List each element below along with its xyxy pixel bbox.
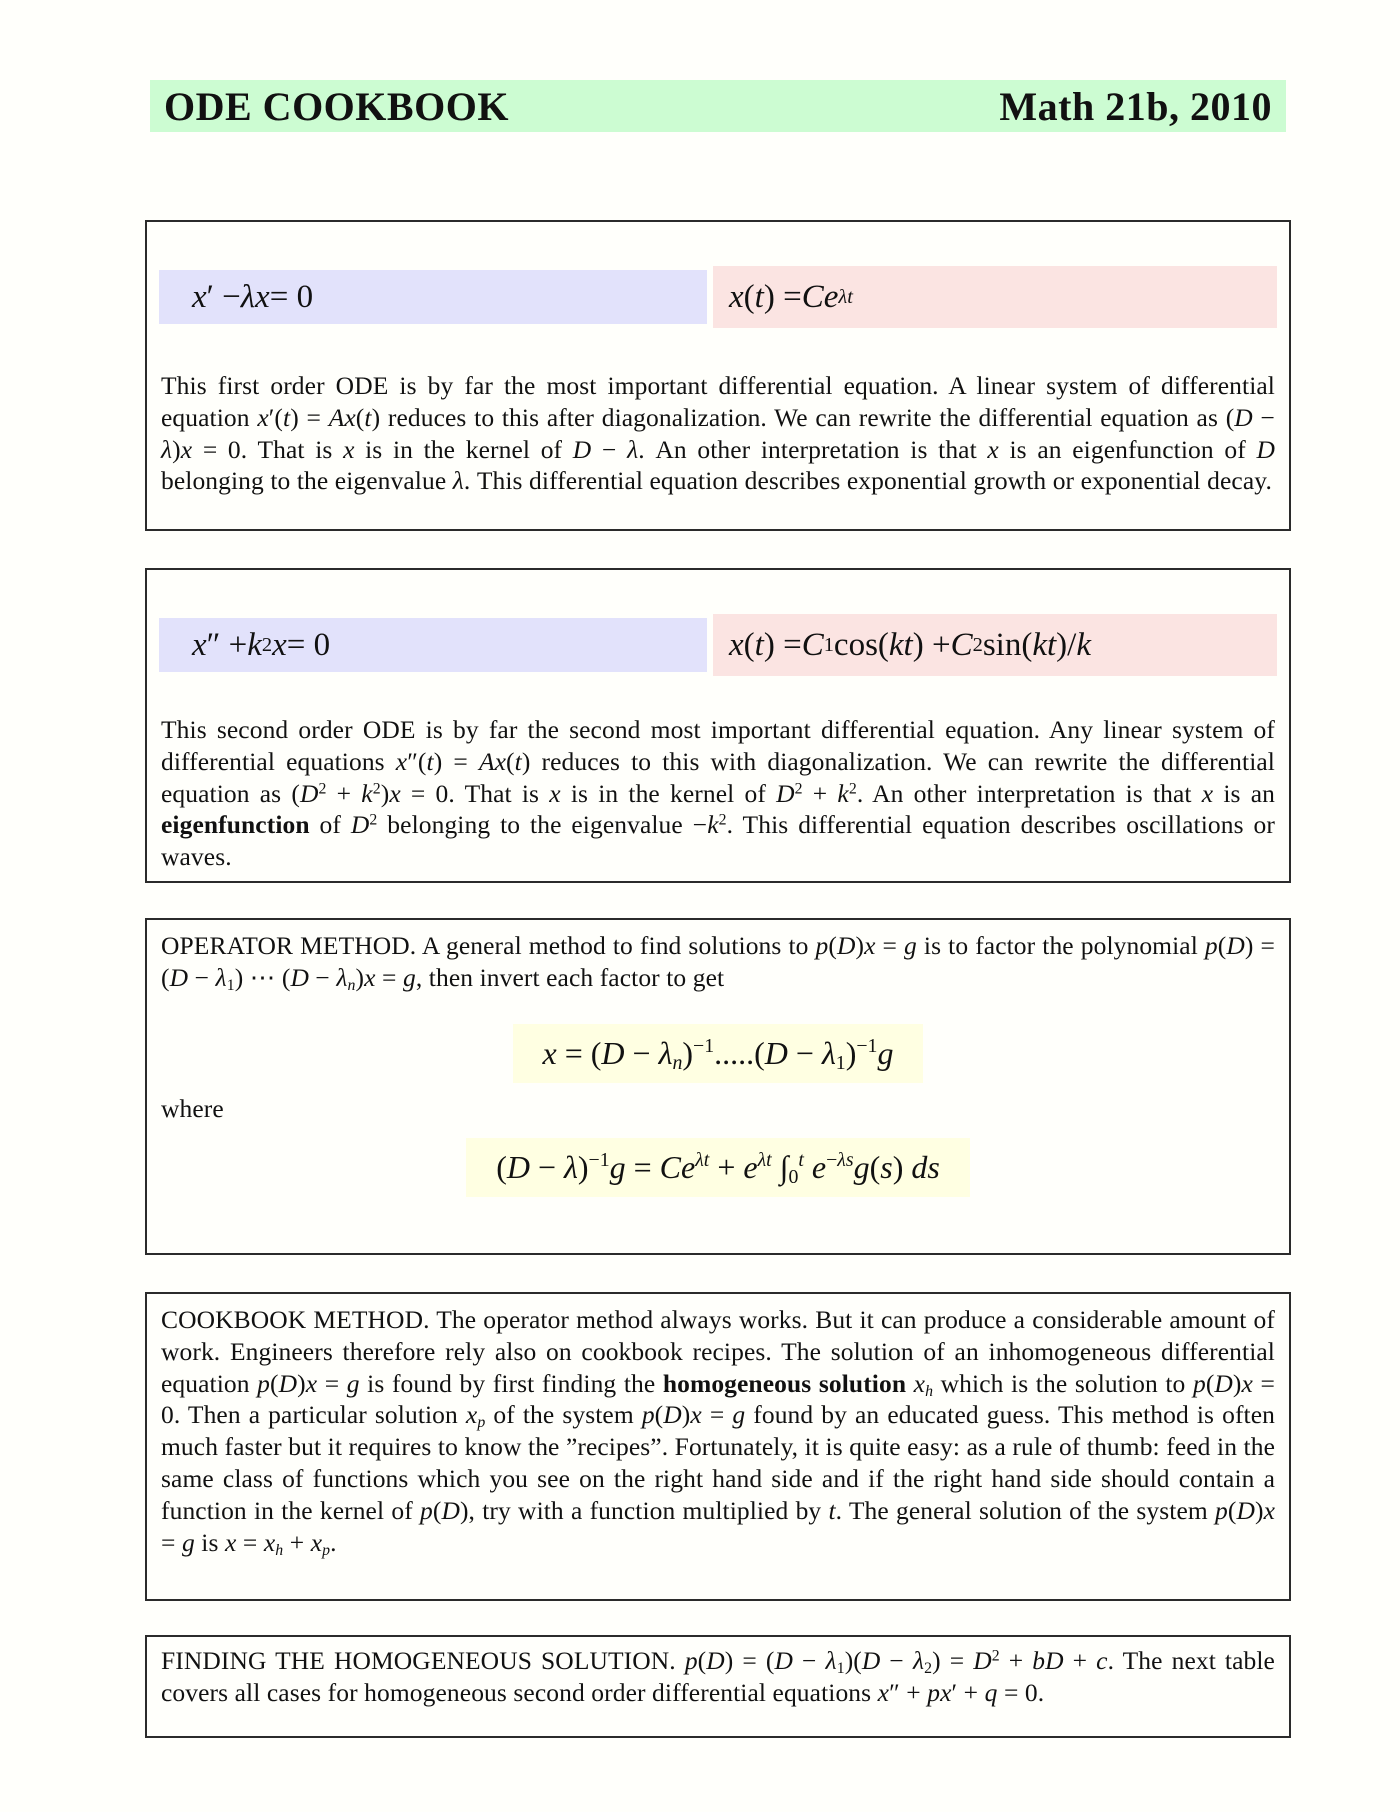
first-order-equation-row — [159, 266, 1277, 328]
second-order-ode-equation: x ″ + k 2 x = 0 — [159, 618, 707, 672]
course-label: Math 21b, 2010 — [999, 83, 1272, 129]
cookbook-method-explanation: COOKBOOK METHOD. The operator method always works. But it can produce a considerable amount of work. Engineers therefore rely also on cookbook recipes. The solution of an inhomogeneous differential equation p(D)x = g is found by first finding the homogeneous solution $x_h$ which is the solution to p(D)x = 0. Then a particular solution $x_p$ of the system p(D)x = g found by an educated guess. This method is often much faster but it requires to know the ”recipes”. Fortunately, it is quite easy: as a rule of thumb: feed in the same class of functions which you see on the right hand side and if the right hand side should contain a function in the kernel of p(D), try with a function multiplied by t. The general solution of the system p(D)x = g is $x = x_h + x_p$. — [161, 1305, 1276, 1559]
first-order-solution-equation: x ( t ) = Ce λt — [713, 266, 1277, 328]
second-order-explanation: This second order ODE is by far the second most important differential equation. Any linear system of differential equations x″(t) = Ax(t) reduces to this with diagonalization. We can rewrite the differential equation as $(D^2 + k^2)x = 0$. That is x is in the kernel of $D^2 + k^2$. An other interpretation is that x is an eigenfunction of $D^2$ belonging to the eigenvalue $-k^2$. This differential equation describes oscillations or waves. — [161, 715, 1275, 872]
section-cookbook-method — [145, 1292, 1291, 1601]
first-order-ode-equation: x ′ − λx = 0 — [159, 270, 707, 324]
section-finding-homogeneous-solution — [145, 1635, 1291, 1738]
page-title: ODE COOKBOOK — [164, 83, 509, 129]
header-bar — [150, 80, 1286, 132]
operator-method-intro: OPERATOR METHOD. A general method to find solutions to p(D)x = g is to factor the polynomial $p(D) = (D - \lambda_1)$ ⋯ $(D - \lambda_n)x = g$, then invert each factor to get — [161, 931, 1275, 994]
first-order-explanation: This first order ODE is by far the most important differential equation. A linear system of differential equation x′(t) = Ax(t) reduces to this after diagonalization. We can rewrite the differential equation as (D − λ)x = 0. That is x is in the kernel of D − λ. An other interpretation is that x is an eigenfunction of D belonging to the eigenvalue λ. This differential equation describes exponential growth or exponential decay. — [161, 371, 1275, 496]
second-order-solution-equation: x ( t ) = C 1 cos( kt ) + C 2 sin( kt )/ k — [713, 614, 1277, 676]
where-label: where — [161, 1093, 224, 1123]
second-order-equation-row — [159, 614, 1277, 676]
homogeneous-solution-explanation: FINDING THE HOMOGENEOUS SOLUTION. $p(D) = (D - \lambda_1)(D - \lambda_2) = D^2$ + bD + c. The next table covers all cases for homogeneous second order differential equations x″ + px′ + q = 0. — [161, 1646, 1275, 1707]
section-operator-method — [145, 918, 1291, 1255]
operator-method-formula-inversion: $x = (D - \lambda_n)^{-1}.....(D - \lambda_1)^{-1}g$ — [513, 1024, 924, 1083]
section-first-order-ode — [145, 220, 1291, 531]
operator-method-formula-integral: $(D - \lambda)^{-1}g = Ce^{\lambda t} + e^{\lambda t}$ $\int_0^t$ $e^{-\lambda s}g(s)$ ds — [466, 1138, 970, 1197]
section-second-order-ode — [145, 568, 1291, 883]
